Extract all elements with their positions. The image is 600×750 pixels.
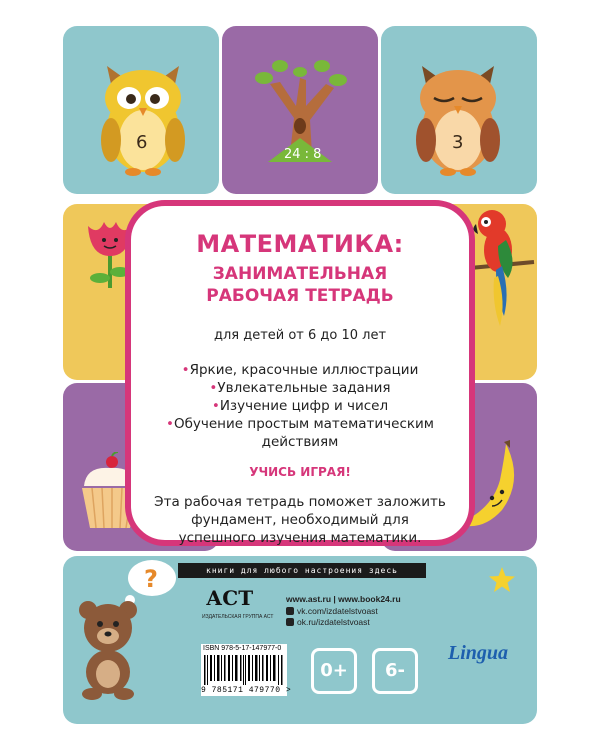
- feature-item: • Изучение цифр и чисел: [131, 397, 469, 415]
- feature-item: • Яркие, красочные иллюстрации: [131, 361, 469, 379]
- owl-left-number: 6: [136, 132, 148, 153]
- ast-group-label: ИЗДАТЕЛЬСКАЯ ГРУППА АСТ: [202, 614, 274, 620]
- isbn-number: ISBN 978-5-17-147977-0: [203, 645, 282, 652]
- book-subtitle-line2: РАБОЧАЯ ТЕТРАДЬ: [206, 286, 394, 306]
- owl-left-illustration: [95, 58, 191, 176]
- barcode-digits: 9 785171 479770 >: [201, 686, 292, 695]
- feature-list: [131, 361, 469, 451]
- ok-link[interactable]: ok.ru/izdatelstvoast: [297, 617, 370, 627]
- center-card: [125, 200, 475, 546]
- motto: УЧИСЬ ИГРАЯ!: [249, 465, 351, 479]
- feature-item: • Увлекательные задания: [131, 379, 469, 397]
- ok-icon: [286, 618, 294, 626]
- barcode: [204, 655, 284, 685]
- feature-item: • Обучение простым математическим: [131, 415, 469, 433]
- star-icon: [488, 566, 516, 594]
- vk-link[interactable]: vk.com/izdatelstvoast: [297, 606, 378, 616]
- owl-right-illustration: [410, 58, 506, 176]
- tree-expression: 24 : 8: [284, 147, 322, 162]
- vk-icon: [286, 607, 294, 615]
- ast-logo-text: АСТ: [206, 586, 254, 610]
- feature-item-continuation: действиям: [261, 434, 339, 450]
- publisher-slogan: книги для любого настроения здесь: [178, 563, 426, 578]
- owl-right-number: 3: [452, 132, 464, 153]
- ast-logo: [206, 586, 254, 614]
- websites[interactable]: www.ast.ru | www.book24.ru: [286, 594, 401, 604]
- bear-illustration: [72, 600, 144, 700]
- lingua-logo: Lingua: [448, 642, 509, 664]
- description: Эта рабочая тетрадь поможет заложить фундамент, необходимый для успешного изучения математики.: [154, 494, 446, 546]
- book-subtitle-line1: ЗАНИМАТЕЛЬНАЯ: [212, 264, 388, 284]
- parrot-illustration: [468, 206, 536, 330]
- question-mark: ?: [144, 565, 158, 593]
- age-range: для детей от 6 до 10 лет: [213, 328, 387, 343]
- book-title: МАТЕМАТИКА:: [196, 230, 404, 258]
- age-rating-badge-school: 6-: [372, 648, 418, 694]
- age-rating-badge: 0+: [311, 648, 357, 694]
